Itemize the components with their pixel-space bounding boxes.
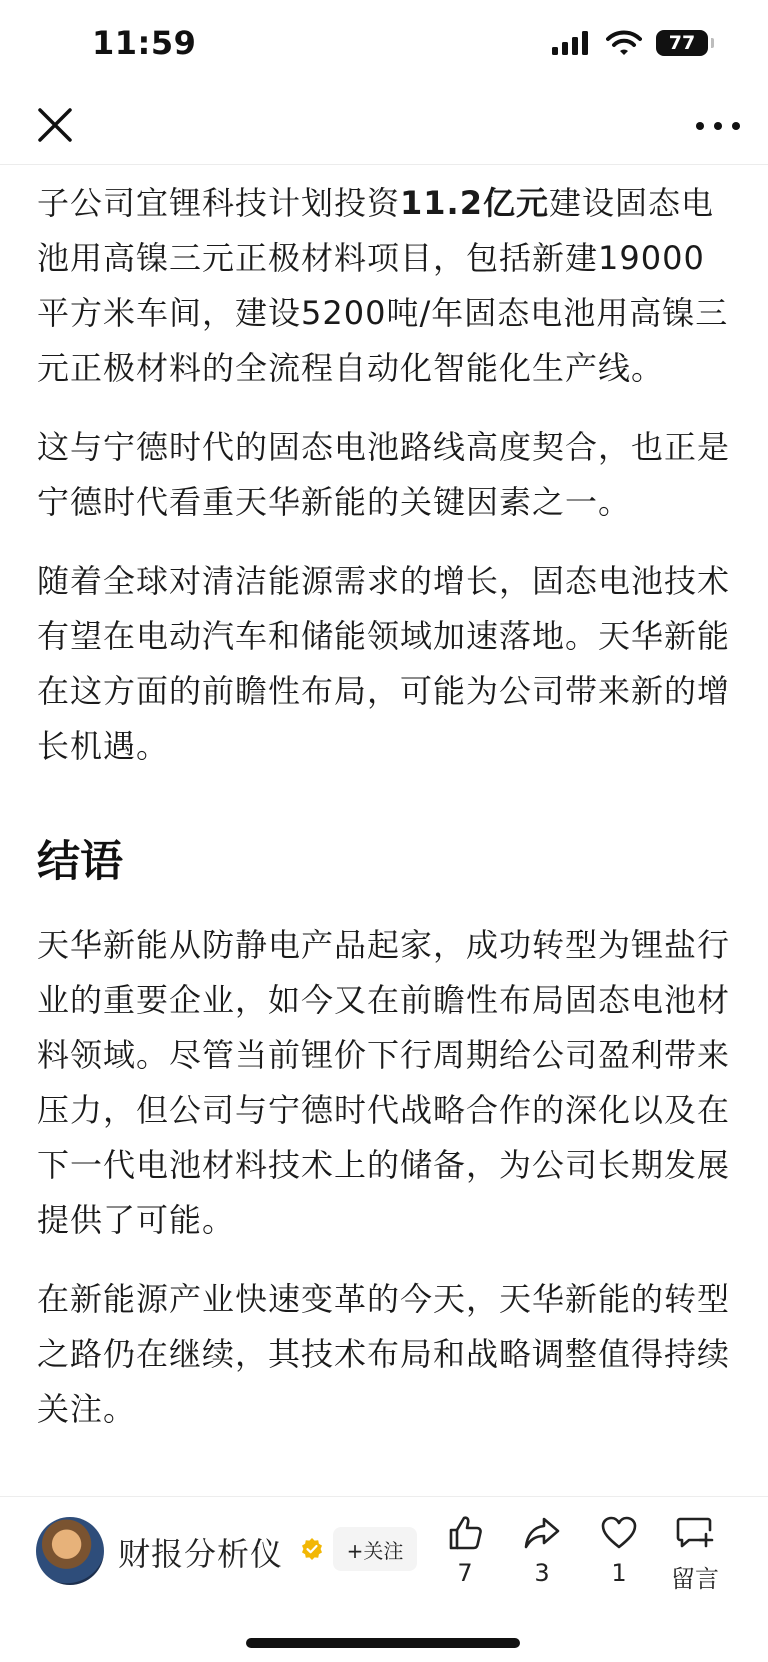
author-name[interactable]: 财报分析仪 <box>118 1535 284 1573</box>
para1-text-post: 建设固态电池用高镍三元正极材料项目，包括新建19000平方米车间，建设5200吨/年固态电池用高镍三元正极材料的全流程自动化智能化生产线。 <box>37 184 729 387</box>
article-paragraph-1 <box>37 176 731 396</box>
comment-add-icon <box>675 1513 715 1553</box>
more-button[interactable] <box>688 102 748 150</box>
nav-bar <box>0 92 768 165</box>
favorite-button[interactable] <box>584 1513 654 1587</box>
article-paragraph-3: 随着全球对清洁能源需求的增长，固态电池技术有望在电动汽车和储能领域加速落地。天华新能在这方面的前瞻性布局，可能为公司带来新的增长机遇。 <box>37 562 731 765</box>
article-paragraph-5: 在新能源产业快速变革的今天，天华新能的转型之路仍在继续，其技术布局和战略调整值得持续关注。 <box>37 1280 731 1428</box>
like-count: 7 <box>457 1559 473 1587</box>
favorite-count: 1 <box>611 1559 627 1587</box>
close-icon <box>32 102 80 150</box>
battery-level: 77 <box>668 32 696 54</box>
wifi-icon <box>606 30 642 56</box>
status-time: 11:59 <box>92 24 197 62</box>
bottom-action-bar <box>0 1496 768 1597</box>
article-paragraph-2: 这与宁德时代的固态电池路线高度契合，也正是宁德时代看重天华新能的关键因素之一。 <box>37 428 731 521</box>
signal-icon <box>552 31 592 55</box>
close-button[interactable] <box>32 102 80 150</box>
heart-icon <box>599 1513 639 1553</box>
status-bar <box>0 0 768 92</box>
verified-badge-icon <box>300 1537 324 1561</box>
thumbs-up-icon <box>445 1513 485 1553</box>
para1-highlight: 11.2亿元 <box>400 184 549 222</box>
comment-button[interactable] <box>660 1513 730 1594</box>
article-paragraph-4: 天华新能从防静电产品起家，成功转型为锂盐行业的重要企业，如今又在前瞻性布局固态电池材料领域。尽管当前锂价下行周期给公司盈利带来压力，但公司与宁德时代战略合作的深化以及在下一代电池材料技术上的储备，为公司长期发展提供了可能。 <box>37 926 731 1239</box>
share-icon <box>522 1513 562 1553</box>
more-icon <box>688 102 748 150</box>
share-button[interactable] <box>507 1513 577 1587</box>
section-heading: 结语 <box>37 837 123 887</box>
comment-label: 留言 <box>671 1565 719 1593</box>
like-button[interactable] <box>430 1513 500 1587</box>
share-count: 3 <box>534 1559 550 1587</box>
home-indicator[interactable] <box>246 1638 520 1648</box>
author-avatar[interactable] <box>36 1517 104 1585</box>
status-icons <box>552 30 708 56</box>
follow-button[interactable]: +关注 <box>333 1527 417 1571</box>
battery-icon <box>656 30 708 56</box>
article-content <box>37 176 731 1461</box>
para1-text-pre: 子公司宜锂科技计划投资 <box>37 184 401 222</box>
